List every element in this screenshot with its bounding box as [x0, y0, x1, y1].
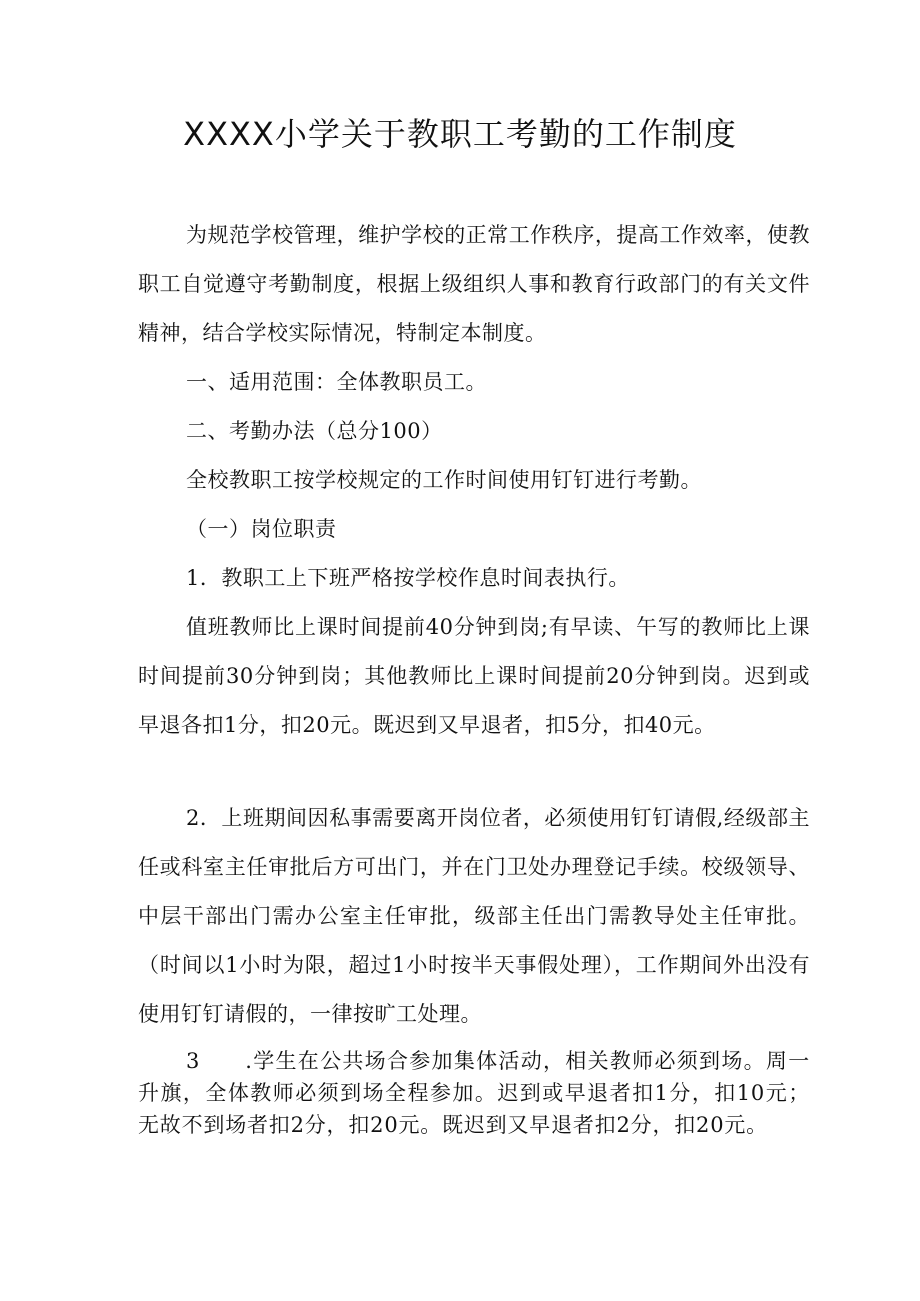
- item-1-title: 1．教职工上下班严格按学校作息时间表执行。: [186, 566, 630, 590]
- section-attendance-method: 二、考勤办法（总分100）: [186, 419, 443, 443]
- subsection-duties: （一）岗位职责: [186, 517, 337, 541]
- intro-paragraph: 为规范学校管理，维护学校的正常工作秩序，提高工作效率，使教职工自觉遵守考勤制度，根据上级组织人事和教育行政部门的有关文件精神，结合学校实际情况，特制定本制度。: [138, 223, 810, 345]
- item-1-body: 值班教师比上课时间提前40分钟到岗;有早读、午写的教师比上课时间提前30分钟到岗；其他教师比上课时间提前20分钟到岗。迟到或早退各扣1分，扣20元。既迟到又早退者，扣5分，扣40元。: [138, 615, 810, 737]
- section-scope: 一、适用范围：全体教职员工。: [186, 370, 487, 394]
- item-2-paragraph: 2．上班期间因私事需要离开岗位者，必须使用钉钉请假,经级部主任或科室主任审批后方可出门，并在门卫处办理登记手续。校级领导、中层干部出门需办公室主任审批，级部主任出门需教导处主任审批。（时间以1小时为限，超过1小时按半天事假处理），工作期间外出没有使用钉钉请假的，一律按旷工处理。: [138, 806, 810, 1026]
- item-3-paragraph: 3 .学生在公共场合参加集体活动，相关教师必须到场。周一升旗，全体教师必须到场全程参加。迟到或早退者扣1分，扣10元；无故不到场者扣2分，扣20元。既迟到又早退者扣2分，扣20元。: [138, 1049, 810, 1137]
- document-title: XXXX小学关于教职工考勤的工作制度: [183, 115, 737, 153]
- attendance-description: 全校教职工按学校规定的工作时间使用钉钉进行考勤。: [186, 468, 702, 492]
